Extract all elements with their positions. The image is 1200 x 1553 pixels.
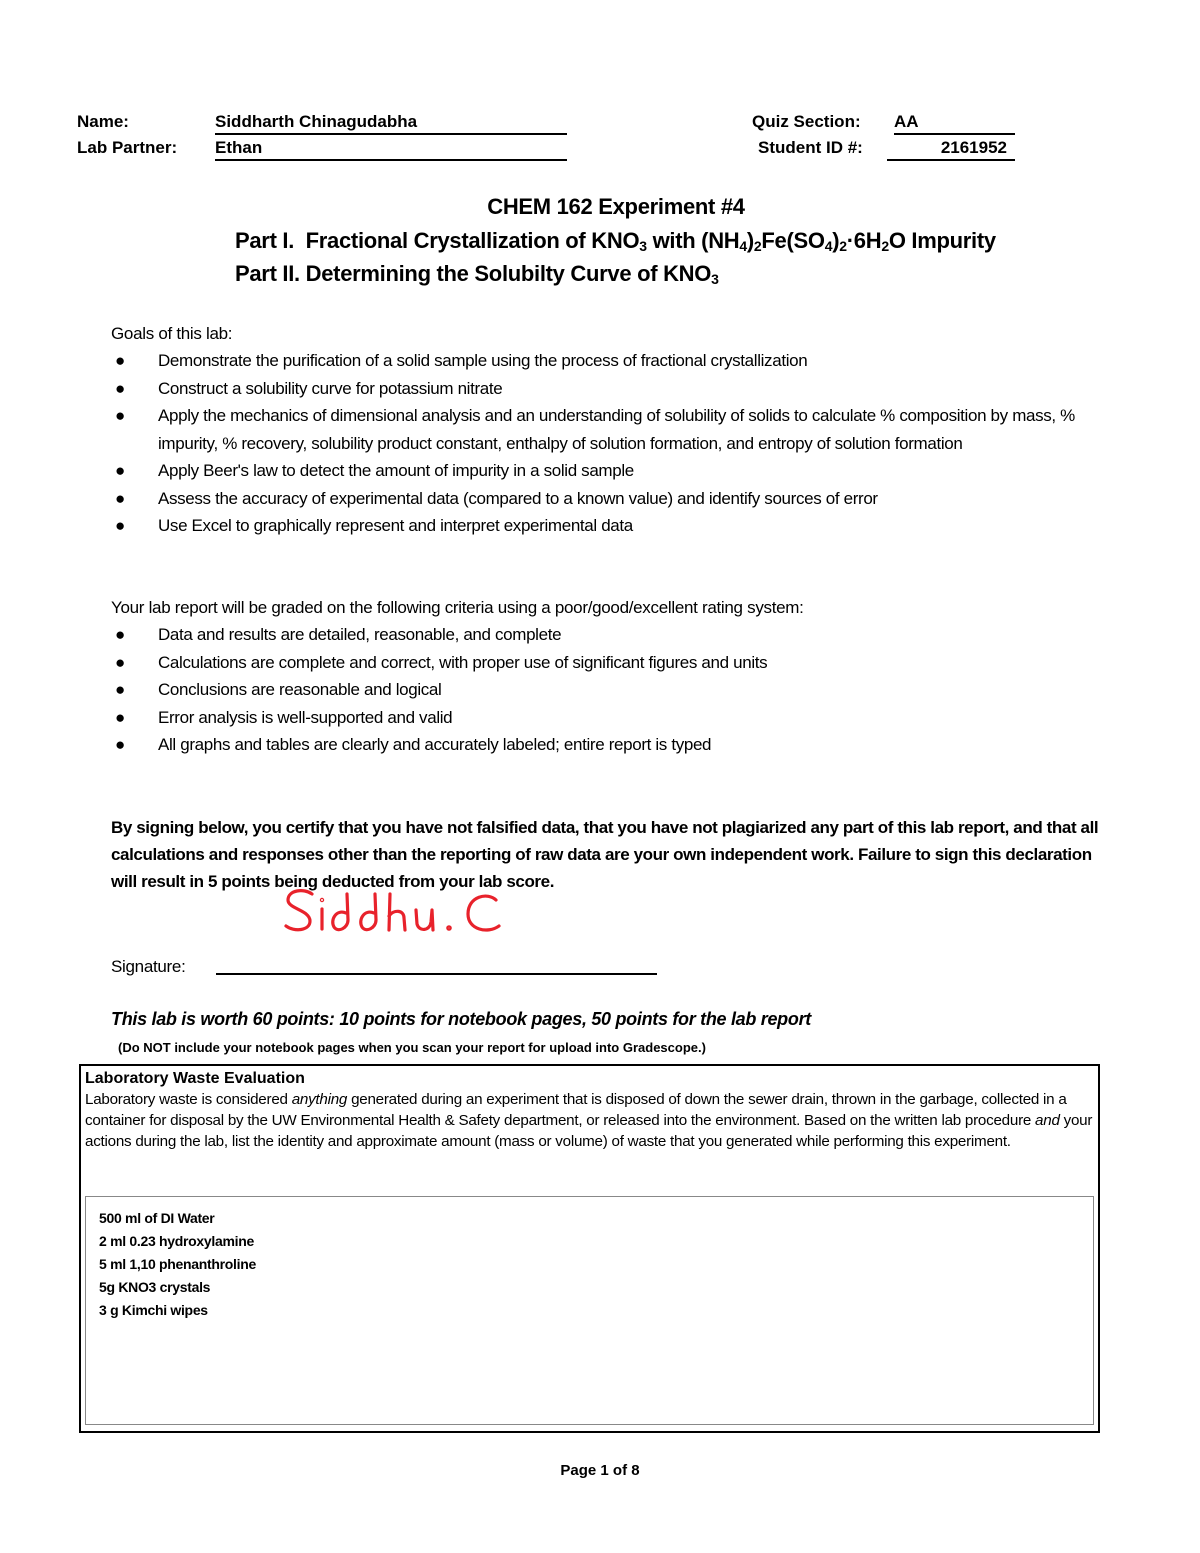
- points-statement: This lab is worth 60 points: 10 points for notebook pages, 50 points for the lab report: [111, 1009, 811, 1029]
- signature-strokes: [286, 891, 499, 930]
- list-item: ● Data and results are detailed, reasonable, and complete: [111, 621, 1131, 649]
- lab-partner-label: Lab Partner:: [77, 138, 178, 157]
- name-field[interactable]: Siddharth Chinagudabha: [215, 112, 567, 135]
- quiz-section-field[interactable]: AA: [894, 112, 1015, 135]
- waste-answer-field[interactable]: [85, 1196, 1094, 1425]
- list-item: ● Demonstrate the purification of a solid sample using the process of fractional crystallization: [111, 347, 1131, 375]
- waste-description: Laboratory waste is considered anything generated during an experiment that is disposed of down the sewer drain, thrown in the garbage, collected in a container for disposal by the UW Environmental Health & Safety department, or released into the environment. Based on the written lab procedure and your actions during the lab, list the identity and approximate amount (mass or volume) of waste that you generated while performing this experiment.: [85, 1091, 1093, 1150]
- list-item: ● Use Excel to graphically represent and interpret experimental data: [111, 512, 1131, 540]
- bullet-icon: ●: [115, 735, 125, 754]
- criteria-list: [111, 621, 1131, 759]
- bullet-icon: ●: [115, 488, 125, 508]
- experiment-title: CHEM 162 Experiment #4: [487, 194, 745, 219]
- bullet-icon: ●: [115, 680, 125, 699]
- scan-note: (Do NOT include your notebook pages when you scan your report for upload into Gradescope.): [118, 1040, 706, 1055]
- part-two-title: Part II. Determining the Solubilty Curve of $KNO_3$: [235, 261, 719, 287]
- waste-evaluation-box: [79, 1064, 1100, 1433]
- list-item: ● Apply the mechanics of dimensional analysis and an understanding of solubility of solids to calculate % composition by mass, % impurity, % recovery, solubility product constant, enthalpy of solution formation, and entropy of solution formation: [111, 402, 1131, 457]
- list-item: ● Calculations are complete and correct, with proper use of significant figures and units: [111, 649, 1131, 677]
- goals-list: [111, 347, 1131, 540]
- student-id-field[interactable]: 2161952: [887, 138, 1015, 161]
- bullet-icon: ●: [115, 461, 125, 480]
- bullet-icon: ●: [115, 516, 125, 535]
- certification-statement: By signing below, you certify that you have not falsified data, that you have not plagiarized any part of this lab report, and that all calculations and responses other than the reporting of raw data are your own independent work. Failure to sign this declaration will result in 5 points being deducted from your lab score.: [111, 818, 1099, 891]
- waste-item: 500 ml of DI Water: [99, 1210, 215, 1226]
- list-item: ● Construct a solubility curve for potassium nitrate: [111, 375, 1131, 403]
- page-number: Page 1 of 8: [560, 1462, 640, 1479]
- signature-field[interactable]: [216, 951, 657, 975]
- quiz-section-label: Quiz Section:: [752, 112, 861, 131]
- waste-item: 5g KNO3 crystals: [99, 1279, 211, 1295]
- waste-header: [81, 1066, 1098, 1152]
- bullet-icon: ●: [115, 406, 125, 425]
- lab-partner-field[interactable]: Ethan: [215, 138, 567, 161]
- list-item: ● All graphs and tables are clearly and accurately labeled; entire report is typed: [111, 731, 1131, 759]
- list-item: ● Assess the accuracy of experimental data (compared to a known value) and identify sources of error: [111, 485, 1131, 513]
- bullet-icon: ●: [115, 707, 125, 727]
- waste-item: 2 ml 0.23 hydroxylamine: [99, 1233, 254, 1249]
- part-one-title: Part I. Fractional Crystallization of $KNO_3$ with $(NH_4)_2Fe(SO_4)_2\cdot 6H_2O$ Impurity: [235, 228, 996, 254]
- bullet-icon: ●: [115, 351, 125, 370]
- bullet-icon: ●: [115, 378, 125, 398]
- waste-item: 3 g Kimchi wipes: [99, 1302, 208, 1318]
- signature-label: Signature:: [111, 957, 186, 976]
- waste-item: 5 ml 1,10 phenanthroline: [99, 1256, 256, 1272]
- bullet-icon: ●: [115, 625, 125, 644]
- name-label: Name:: [77, 112, 129, 131]
- list-item: ● Conclusions are reasonable and logical: [111, 676, 1131, 704]
- criteria-heading: Your lab report will be graded on the following criteria using a poor/good/excellent rating system:: [111, 598, 804, 617]
- list-item: ● Error analysis is well-supported and valid: [111, 704, 1131, 732]
- student-id-label: Student ID #:: [758, 138, 863, 157]
- list-item: ● Apply Beer's law to detect the amount of impurity in a solid sample: [111, 457, 1131, 485]
- waste-title: Laboratory Waste Evaluation: [85, 1070, 305, 1087]
- bullet-icon: ●: [115, 652, 125, 672]
- goals-heading: Goals of this lab:: [111, 324, 233, 343]
- handwritten-signature: [282, 882, 507, 944]
